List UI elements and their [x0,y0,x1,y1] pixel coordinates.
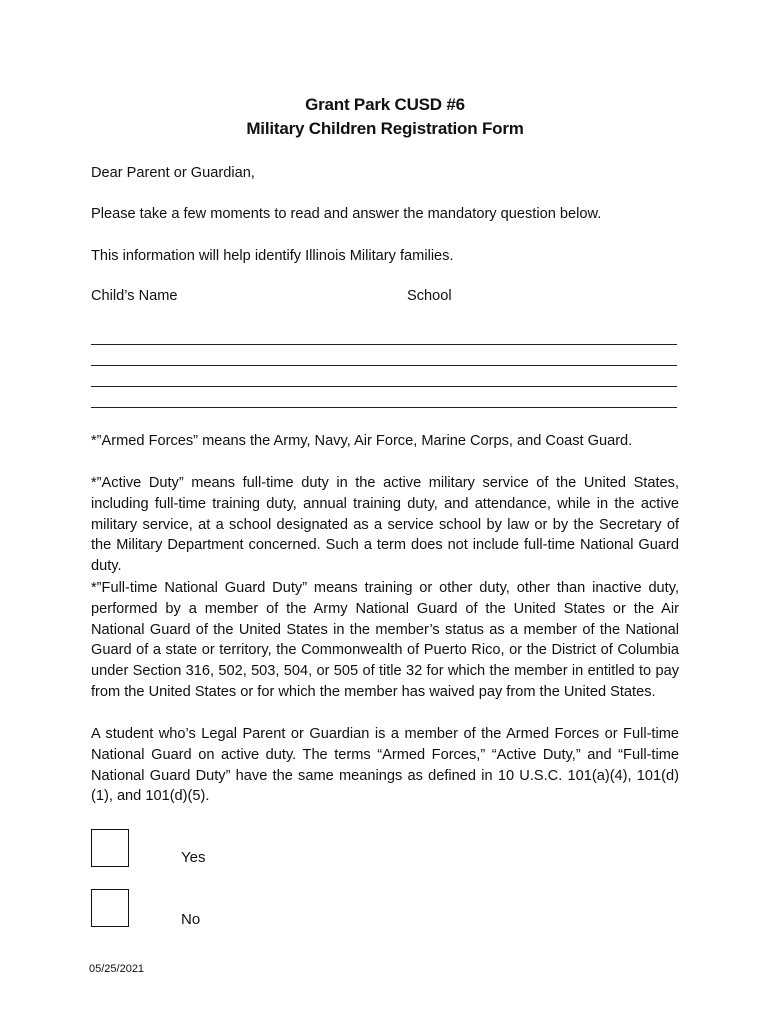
form-title: Military Children Registration Form [246,119,524,138]
entry-line-4[interactable] [91,407,677,408]
school-label: School [407,288,452,304]
definition-armed-forces: *”Armed Forces” means the Army, Navy, Air Force, Marine Corps, and Coast Guard. [91,433,633,449]
question-text: A student who’s Legal Parent or Guardian is a member of the Armed Forces or Full-time National Guard on active duty. The terms “Armed Forces,” “Active Duty,” and “Full-time National Guard Duty” have the same meanings as defined in 10 U.S.C. 101(a)(4), 101(d)(1), and 101(d)(5). [91,726,679,805]
yes-checkbox[interactable] [91,829,129,867]
purpose-text: This information will help identify Illinois Military families. [91,248,454,264]
no-label: No [181,911,201,928]
yes-label: Yes [181,849,206,866]
definition-national-guard: *”Full-time National Guard Duty” means training or other duty, other than inactive duty, performed by a member of the Army National Guard of the United States or the Air National Guard of the United States in the member’s status as a member of the National Guard of a state or territory, the Commonwealth of Puerto Rico, or the District of Columbia under Section 316, 502, 503, 504, or 505 of title 32 for which the member in entitled to pay from the United States or for which the member has waived pay from the United States. [91,580,679,700]
form-title-district: Grant Park CUSD #6 [305,95,465,114]
footer-date: 05/25/2021 [89,963,145,975]
definition-active-duty: *”Active Duty” means full-time duty in the active military service of the United States, including full-time training duty, annual training duty, and attendance, while in the active military service, at a school designated as a service school by law or by the Secretary of the Military Department concerned. Such a term does not include full-time National Guard duty. [91,475,679,575]
instruction-text: Please take a few moments to read and answer the mandatory question below. [91,206,602,222]
entry-line-2[interactable] [91,365,677,366]
childs-name-label: Child’s Name [91,288,178,304]
no-checkbox[interactable] [91,889,129,927]
entry-line-1[interactable] [91,344,677,345]
entry-line-3[interactable] [91,386,677,387]
greeting: Dear Parent or Guardian, [91,165,255,181]
